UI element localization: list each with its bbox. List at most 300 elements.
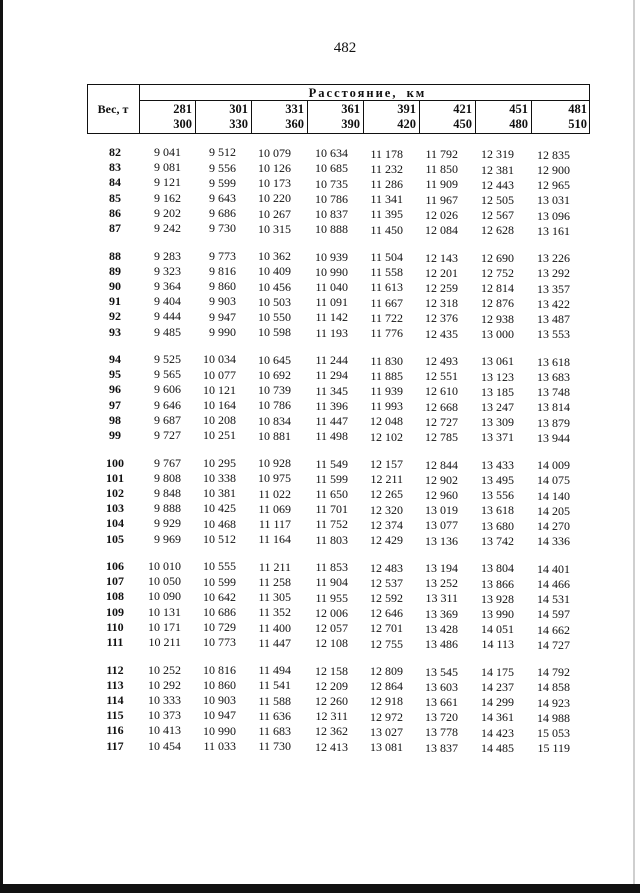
value-cell: 11 164	[258, 532, 291, 547]
value-cell: 13 309	[481, 415, 514, 430]
weight-cell: 99	[109, 428, 121, 442]
value-cell: 11 178	[370, 146, 403, 161]
value-cell: 10 338	[203, 471, 236, 486]
value-cell: 10 251	[203, 428, 236, 443]
value-cell: 10 739	[258, 383, 291, 398]
weight-cell: 98	[109, 412, 121, 427]
value-cell: 14 727	[537, 637, 570, 652]
value-cell: 9 556	[209, 160, 236, 175]
value-cell: 12 900	[537, 162, 570, 177]
value-cell: 10 645	[258, 352, 291, 367]
value-cell: 11 650	[315, 487, 348, 502]
weight-cell: 102	[106, 485, 124, 500]
value-cell: 12 972	[370, 709, 403, 724]
value-cell: 11 352	[258, 605, 291, 620]
value-cell: 10 939	[315, 249, 348, 264]
range-to: 420	[397, 117, 416, 131]
value-cell: 14 792	[537, 665, 570, 680]
weight-cell: 116	[106, 723, 124, 738]
value-cell: 12 483	[370, 560, 403, 575]
value-cell: 13 944	[537, 430, 570, 445]
weight-cell: 111	[106, 635, 124, 649]
value-cell: 11 803	[315, 532, 348, 547]
value-cell: 10 362	[258, 249, 291, 264]
value-cell: 12 918	[370, 694, 403, 709]
value-cell: 13 486	[425, 637, 458, 651]
value-cell: 12 259	[425, 280, 458, 295]
value-cell: 12 960	[425, 487, 458, 502]
value-cell: 9 121	[154, 175, 181, 190]
value-cell: 13 683	[537, 369, 570, 384]
range-from: 331	[285, 102, 304, 116]
value-cell: 12 413	[315, 739, 348, 754]
value-cell: 9 990	[209, 324, 236, 339]
value-cell: 12 211	[370, 472, 403, 487]
range-to: 330	[229, 117, 248, 131]
value-cell: 11 286	[370, 176, 403, 191]
value-cell: 10 550	[258, 310, 291, 325]
value-cell: 12 102	[370, 429, 403, 444]
value-cell: 11 040	[315, 280, 348, 295]
value-cell: 11 395	[370, 207, 403, 222]
value-cell: 11 909	[425, 177, 458, 192]
value-cell: 9 947	[209, 309, 236, 324]
value-cell: 12 201	[425, 265, 458, 280]
value-cell: 11 904	[315, 575, 348, 590]
table-row	[0, 739, 640, 757]
value-cell: 12 646	[370, 606, 403, 621]
value-cell: 11 450	[370, 222, 403, 237]
weight-cell: 88	[109, 248, 121, 263]
value-cell: 12 158	[315, 663, 348, 678]
value-cell: 11 142	[315, 310, 348, 325]
value-cell: 13 428	[425, 621, 458, 636]
value-cell: 12 701	[370, 621, 403, 636]
value-cell: 10 773	[203, 635, 236, 650]
value-cell: 11 885	[370, 368, 403, 383]
value-cell: 11 504	[370, 250, 403, 265]
value-cell: 10 512	[203, 531, 236, 546]
range-to: 450	[453, 117, 472, 131]
value-cell: 11 396	[315, 398, 348, 413]
value-cell: 13 371	[481, 430, 514, 445]
value-cell: 12 493	[425, 354, 458, 368]
value-cell: 11 211	[258, 559, 291, 574]
weight-cell: 94	[109, 352, 121, 366]
value-cell: 12 727	[425, 414, 458, 429]
value-cell: 13 252	[425, 576, 458, 591]
range-from: 301	[229, 102, 248, 116]
value-cell: 11 345	[315, 383, 348, 398]
value-cell: 13 433	[481, 457, 514, 472]
value-cell: 11 022	[258, 486, 291, 501]
scan-border-left	[0, 0, 3, 893]
table-row	[0, 532, 640, 550]
value-cell: 9 565	[154, 367, 181, 382]
value-cell: 13 618	[481, 503, 514, 518]
value-cell: 12 429	[370, 533, 403, 548]
value-cell: 12 362	[315, 724, 348, 739]
value-cell: 11 776	[370, 326, 403, 341]
value-cell: 10 315	[258, 221, 291, 236]
value-cell: 10 121	[203, 382, 236, 397]
value-cell: 13 720	[425, 710, 458, 725]
value-cell: 12 835	[537, 147, 570, 162]
value-cell: 14 361	[481, 710, 514, 725]
distance-range-header	[196, 101, 252, 134]
value-cell: 14 336	[537, 534, 570, 549]
value-cell: 13 077	[425, 518, 458, 533]
value-cell: 14 858	[537, 680, 570, 695]
value-cell: 13 603	[425, 679, 458, 694]
value-cell: 10 990	[203, 723, 236, 738]
value-cell: 9 888	[154, 501, 181, 516]
weight-cell: 113	[106, 677, 124, 692]
value-cell: 11 558	[370, 265, 403, 280]
weight-cell: 84	[109, 175, 121, 190]
distance-range-header	[476, 101, 532, 134]
value-cell: 11 792	[425, 147, 458, 161]
value-cell: 9 808	[154, 470, 181, 485]
value-cell: 9 525	[154, 352, 181, 366]
value-cell: 10 220	[258, 191, 291, 206]
scan-border-right	[633, 0, 635, 893]
value-cell: 12 209	[315, 678, 348, 693]
value-cell: 10 990	[315, 264, 348, 279]
value-cell: 14 662	[537, 622, 570, 637]
value-cell: 10 050	[148, 574, 181, 589]
value-cell: 12 143	[425, 250, 458, 265]
value-cell: 12 057	[315, 620, 348, 635]
value-cell: 12 374	[370, 517, 403, 532]
value-cell: 11 853	[315, 560, 348, 575]
value-cell: 14 175	[481, 664, 514, 679]
distance-range-header	[308, 101, 364, 134]
value-cell: 11 701	[315, 502, 348, 517]
value-cell: 13 553	[537, 327, 570, 342]
value-cell: 13 194	[425, 561, 458, 575]
value-cell: 12 668	[425, 399, 458, 414]
weight-cell: 93	[109, 324, 121, 339]
value-cell: 10 131	[148, 604, 181, 619]
value-cell: 13 226	[537, 251, 570, 266]
value-cell: 9 242	[154, 221, 181, 235]
value-cell: 10 729	[203, 620, 236, 635]
value-cell: 15 053	[537, 726, 570, 741]
distance-range-header	[364, 101, 420, 134]
value-cell: 10 381	[203, 486, 236, 501]
weight-cell: 97	[109, 397, 121, 412]
value-cell: 10 685	[315, 161, 348, 176]
range-to: 480	[509, 117, 528, 131]
value-cell: 11 588	[258, 693, 291, 708]
value-cell: 11 400	[258, 620, 291, 635]
weight-cell: 96	[109, 382, 121, 397]
value-cell: 10 252	[148, 662, 181, 677]
value-cell: 10 164	[203, 397, 236, 412]
value-cell: 10 888	[315, 222, 348, 237]
value-cell: 12 551	[425, 369, 458, 384]
value-cell: 9 404	[154, 294, 181, 309]
distance-header: Расстояние, км	[308, 86, 427, 100]
value-cell: 10 208	[203, 413, 236, 428]
value-cell: 10 409	[258, 264, 291, 279]
value-cell: 12 435	[425, 326, 458, 341]
weight-cell: 85	[109, 190, 121, 205]
value-cell: 9 512	[209, 145, 236, 160]
table-row	[0, 428, 640, 446]
value-cell: 13 422	[537, 296, 570, 311]
value-cell: 14 237	[481, 680, 514, 695]
value-cell: 13 031	[537, 193, 570, 208]
value-cell: 11 541	[258, 678, 291, 693]
value-cell: 10 947	[203, 708, 236, 723]
range-from: 481	[568, 102, 587, 116]
value-cell: 13 487	[537, 312, 570, 327]
value-cell: 9 646	[154, 397, 181, 412]
value-cell: 10 975	[258, 471, 291, 486]
weight-cell: 101	[106, 470, 124, 485]
value-cell: 10 599	[203, 574, 236, 589]
value-cell: 10 171	[148, 619, 181, 634]
range-from: 391	[397, 102, 416, 116]
value-cell: 12 902	[425, 472, 458, 487]
value-cell: 14 597	[537, 607, 570, 622]
value-cell: 10 173	[258, 176, 291, 191]
value-cell: 10 077	[203, 367, 236, 382]
value-cell: 11 967	[425, 192, 458, 207]
value-cell: 12 048	[370, 414, 403, 429]
value-cell: 13 879	[537, 415, 570, 430]
weight-cell: 105	[106, 531, 124, 546]
value-cell: 11 117	[258, 517, 291, 532]
value-cell: 9 816	[209, 264, 236, 279]
value-cell: 13 123	[481, 369, 514, 384]
weight-cell: 104	[106, 516, 124, 531]
value-cell: 11 955	[315, 590, 348, 605]
value-cell: 13 495	[481, 473, 514, 488]
value-cell: 13 837	[425, 740, 458, 755]
value-cell: 10 267	[258, 206, 291, 221]
value-cell: 9 162	[154, 190, 181, 205]
value-cell: 11 244	[315, 353, 348, 368]
value-cell: 10 834	[258, 413, 291, 428]
value-cell: 11 294	[315, 368, 348, 383]
value-cell: 9 773	[209, 248, 236, 263]
weight-cell: 110	[106, 619, 124, 634]
value-cell: 12 567	[481, 208, 514, 223]
value-cell: 10 126	[258, 160, 291, 175]
value-cell: 12 876	[481, 296, 514, 311]
value-cell: 11 599	[315, 471, 348, 486]
value-cell: 13 247	[481, 399, 514, 414]
range-from: 421	[453, 102, 472, 116]
range-to: 360	[285, 117, 304, 131]
value-cell: 11 091	[315, 295, 348, 310]
table-row	[0, 221, 640, 239]
value-cell: 11 193	[315, 325, 348, 340]
value-cell: 13 814	[537, 400, 570, 415]
value-cell: 13 357	[537, 281, 570, 296]
range-to: 300	[173, 117, 192, 131]
weight-cell: 89	[109, 263, 121, 278]
value-cell: 9 929	[154, 516, 181, 531]
value-cell: 13 778	[425, 725, 458, 740]
value-cell: 10 928	[258, 456, 291, 471]
value-cell: 14 401	[537, 561, 570, 576]
value-cell: 11 069	[258, 501, 291, 516]
value-cell: 13 061	[481, 354, 514, 369]
value-cell: 13 661	[425, 694, 458, 709]
value-cell: 14 485	[481, 740, 514, 755]
value-cell: 12 443	[481, 177, 514, 192]
value-cell: 14 140	[537, 488, 570, 503]
value-cell: 10 860	[203, 678, 236, 693]
value-cell: 12 260	[315, 694, 348, 709]
value-cell: 9 444	[154, 309, 181, 324]
weight-cell: 103	[106, 501, 124, 516]
value-cell: 13 161	[537, 223, 570, 238]
value-cell: 13 928	[481, 591, 514, 606]
value-cell: 13 556	[481, 488, 514, 503]
value-cell: 9 643	[209, 190, 236, 205]
scan-border-bottom	[0, 884, 640, 893]
value-cell: 11 447	[258, 635, 291, 650]
weight-cell: 112	[106, 662, 124, 677]
value-cell: 12 320	[370, 502, 403, 517]
value-cell: 13 027	[370, 724, 403, 739]
value-cell: 10 413	[148, 723, 181, 738]
weight-cell: 106	[106, 559, 124, 573]
value-cell: 9 767	[154, 455, 181, 470]
value-cell: 12 376	[425, 311, 458, 326]
value-cell: 10 503	[258, 294, 291, 309]
value-cell: 9 860	[209, 279, 236, 294]
value-cell: 9 364	[154, 278, 181, 293]
value-cell: 10 468	[203, 516, 236, 531]
value-cell: 9 202	[154, 205, 181, 220]
value-cell: 13 292	[537, 266, 570, 281]
value-cell: 13 019	[425, 503, 458, 518]
value-cell: 11 939	[370, 383, 403, 398]
value-cell: 13 311	[425, 591, 458, 606]
value-cell: 12 319	[481, 147, 514, 162]
value-cell: 10 295	[203, 455, 236, 470]
value-cell: 13 742	[481, 533, 514, 548]
value-cell: 13 866	[481, 576, 514, 591]
value-cell: 14 531	[537, 592, 570, 607]
value-cell: 13 545	[425, 664, 458, 679]
value-cell: 11 730	[258, 739, 291, 754]
value-cell: 11 636	[258, 708, 291, 723]
value-cell: 10 079	[258, 145, 291, 160]
value-cell: 11 232	[370, 161, 403, 176]
weight-cell: 114	[106, 692, 124, 707]
range-to: 510	[568, 117, 587, 131]
value-cell: 12 026	[425, 207, 458, 222]
distance-range-header	[420, 101, 476, 134]
value-cell: 12 690	[481, 250, 514, 265]
value-cell: 12 108	[315, 636, 348, 651]
value-cell: 12 628	[481, 223, 514, 238]
value-cell: 13 369	[425, 606, 458, 621]
value-cell: 13 096	[537, 208, 570, 223]
value-cell: 14 075	[537, 473, 570, 488]
value-cell: 12 084	[425, 223, 458, 237]
value-cell: 11 258	[258, 574, 291, 589]
value-cell: 11 305	[258, 590, 291, 605]
weight-header-label: Вес, т	[97, 101, 129, 116]
range-from: 361	[341, 102, 360, 116]
table-row	[0, 325, 640, 343]
value-cell: 10 816	[203, 662, 236, 677]
value-cell: 11 498	[315, 429, 348, 444]
value-cell: 10 333	[148, 692, 181, 707]
value-cell: 11 447	[315, 413, 348, 428]
value-cell: 12 752	[481, 266, 514, 281]
value-cell: 9 485	[154, 324, 181, 339]
weight-cell: 107	[106, 574, 124, 589]
value-cell: 14 113	[481, 637, 514, 652]
value-cell: 13 136	[425, 533, 458, 548]
weight-cell: 92	[109, 309, 121, 324]
value-cell: 13 000	[481, 326, 514, 341]
value-cell: 11 752	[315, 517, 348, 532]
value-cell: 13 081	[370, 740, 403, 755]
value-cell: 11 993	[370, 399, 403, 414]
value-cell: 9 969	[154, 531, 181, 546]
distance-range-header	[140, 101, 196, 134]
value-cell: 14 988	[537, 710, 570, 725]
weight-cell: 100	[106, 455, 124, 470]
value-cell: 11 341	[370, 192, 403, 207]
value-cell: 9 687	[154, 412, 181, 427]
value-cell: 13 185	[481, 384, 514, 399]
weight-cell: 83	[109, 160, 121, 175]
value-cell: 10 454	[148, 738, 181, 753]
value-cell: 9 727	[154, 428, 181, 442]
value-cell: 9 606	[154, 382, 181, 397]
range-from: 451	[509, 102, 528, 116]
value-cell: 9 903	[209, 294, 236, 309]
value-cell: 11 033	[203, 738, 236, 753]
value-cell: 12 844	[425, 457, 458, 472]
value-cell: 13 680	[481, 518, 514, 533]
weight-cell: 109	[106, 604, 124, 619]
value-cell: 10 634	[315, 146, 348, 161]
distance-range-header	[252, 101, 308, 134]
value-cell: 9 041	[154, 145, 181, 159]
value-cell: 12 537	[370, 575, 403, 590]
value-cell: 12 265	[370, 487, 403, 502]
value-cell: 10 292	[148, 677, 181, 692]
value-cell: 14 299	[481, 695, 514, 710]
value-cell: 12 006	[315, 605, 348, 620]
value-cell: 10 598	[258, 325, 291, 340]
value-cell: 10 211	[148, 635, 181, 649]
weight-cell: 91	[109, 294, 121, 309]
value-cell: 10 456	[258, 279, 291, 294]
value-cell: 9 599	[209, 175, 236, 190]
value-cell: 10 425	[203, 501, 236, 516]
value-cell: 12 938	[481, 311, 514, 326]
range-from: 281	[173, 102, 192, 116]
value-cell: 13 748	[537, 385, 570, 400]
value-cell: 9 323	[154, 263, 181, 278]
value-cell: 9 081	[154, 160, 181, 175]
value-cell: 10 034	[203, 352, 236, 367]
weight-cell: 108	[106, 589, 124, 604]
